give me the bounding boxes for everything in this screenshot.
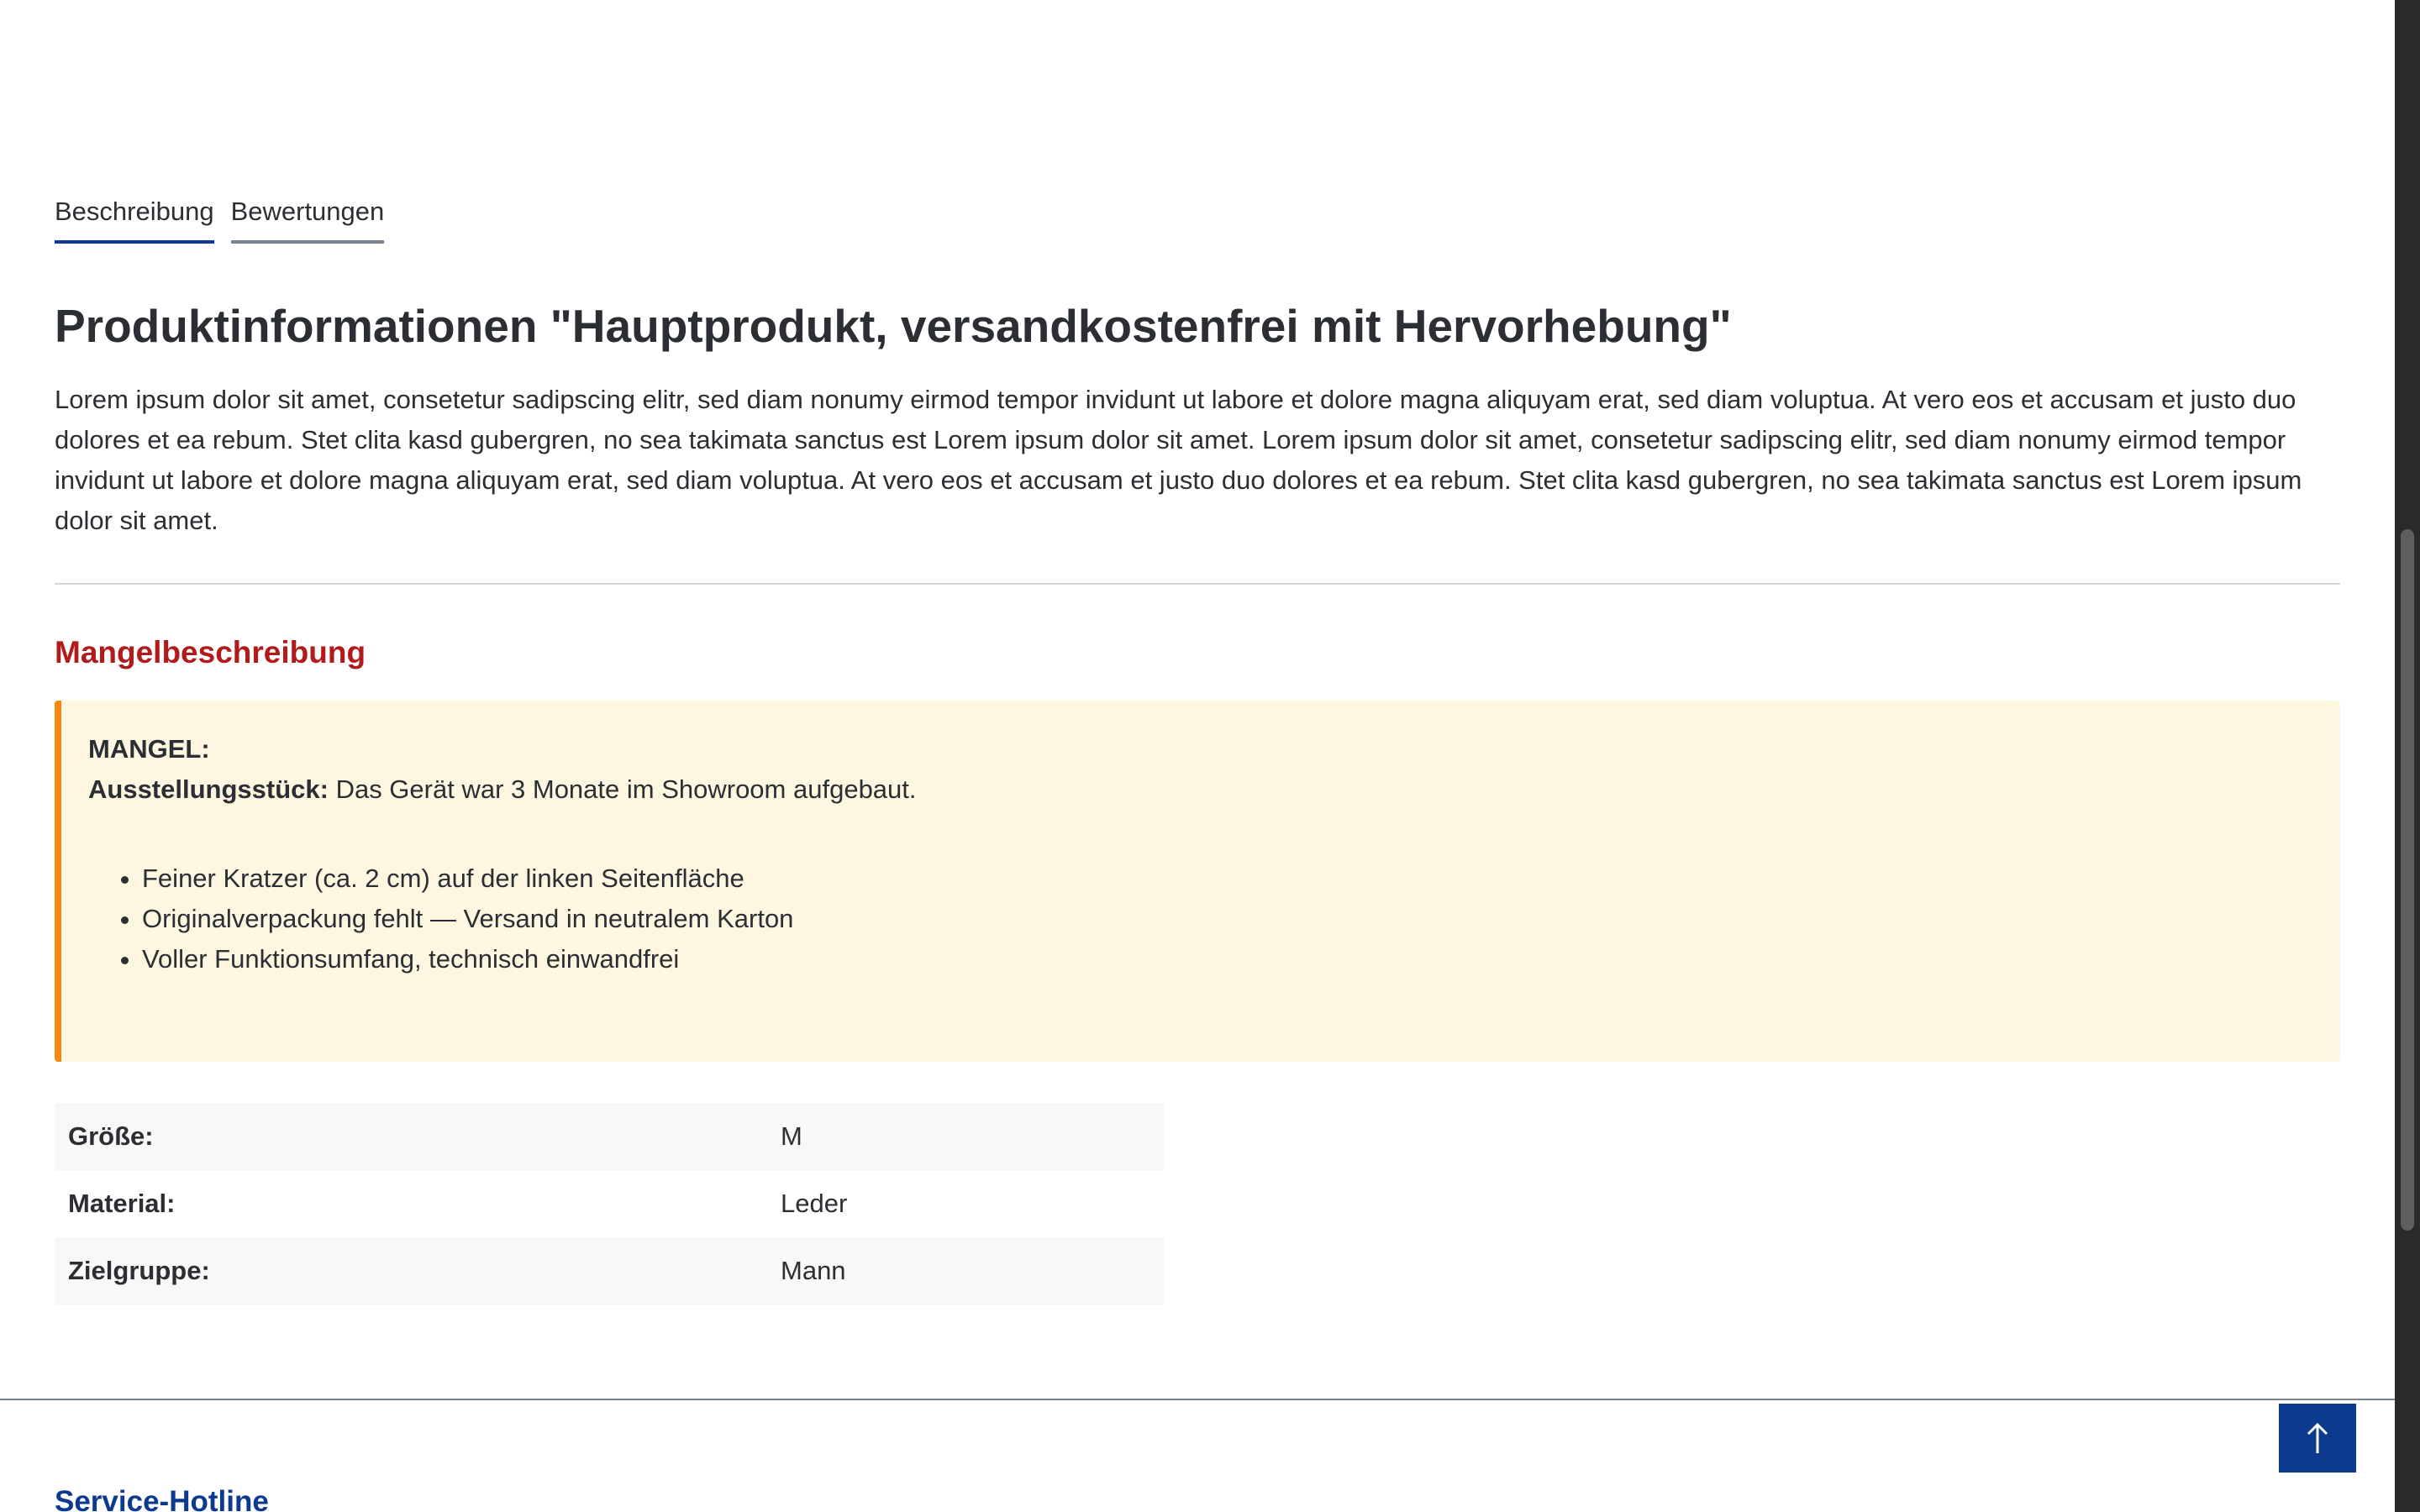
property-value: M [767, 1103, 1164, 1170]
defect-item-text: Das Gerät war 3 Monate im Showroom aufgebaut. [328, 774, 917, 804]
arrow-up-icon [2301, 1420, 2334, 1457]
property-key: Zielgruppe: [55, 1237, 767, 1305]
footer-divider [0, 1399, 2395, 1400]
tab-beschreibung[interactable]: Beschreibung [55, 195, 214, 244]
defect-list-item: • Voller Funktionsumfang, technisch einwandfrei [142, 939, 2340, 979]
product-tabs [55, 195, 384, 244]
defect-heading: Mangelbeschreibung [55, 635, 366, 669]
defect-list [88, 858, 2340, 979]
property-key: Material: [68, 1189, 176, 1218]
table-row [55, 1237, 1164, 1305]
product-info-title: Produktinformationen "Hauptprodukt, versandkostenfrei mit Hervorhebung" [55, 300, 1732, 352]
defect-list-item: • Originalverpackung fehlt — Versand in neutralem Karton [142, 899, 2340, 939]
defect-label: MANGEL: [88, 734, 210, 764]
property-value: Mann [767, 1237, 1164, 1305]
product-properties-table [55, 1103, 1164, 1305]
defect-item [88, 769, 2340, 810]
property-value: Leder [781, 1189, 848, 1218]
scroll-to-top-button[interactable] [2279, 1404, 2356, 1473]
property-key: Größe: [55, 1103, 767, 1170]
defect-list-item: • Feiner Kratzer (ca. 2 cm) auf der linken Seitenfläche [142, 858, 2340, 899]
tab-bewertungen[interactable]: Bewertungen [231, 195, 385, 244]
product-description: Lorem ipsum dolor sit amet, consetetur sadipscing elitr, sed diam nonumy eirmod tempor invidunt ut labore et dolore magna aliquyam erat, sed diam voluptua. At vero eos et accusam et justo duo dolores et ea rebum. Stet clita kasd gubergren, no sea takimata sanctus est Lorem ipsum dolor sit amet. Lorem ipsum dolor sit amet, consetetur sadipscing elitr, sed diam nonumy eirmod tempor invidunt ut labore et dolore magna aliquyam erat, sed diam voluptua. At vero eos et accusam et justo duo dolores et ea rebum. Stet clita kasd gubergren, no sea takimata sanctus est Lorem ipsum dolor sit amet. [55, 385, 2302, 535]
defect-item-label: Ausstellungsstück: [88, 774, 329, 804]
vertical-scrollbar[interactable] [2395, 0, 2420, 1512]
divider [55, 583, 2340, 585]
table-row [55, 1103, 1164, 1170]
service-hotline-heading: Service-Hotline [55, 1485, 269, 1512]
table-row [55, 1170, 1164, 1237]
scrollbar-thumb[interactable] [2401, 529, 2414, 1231]
defect-notice [55, 701, 2340, 1062]
